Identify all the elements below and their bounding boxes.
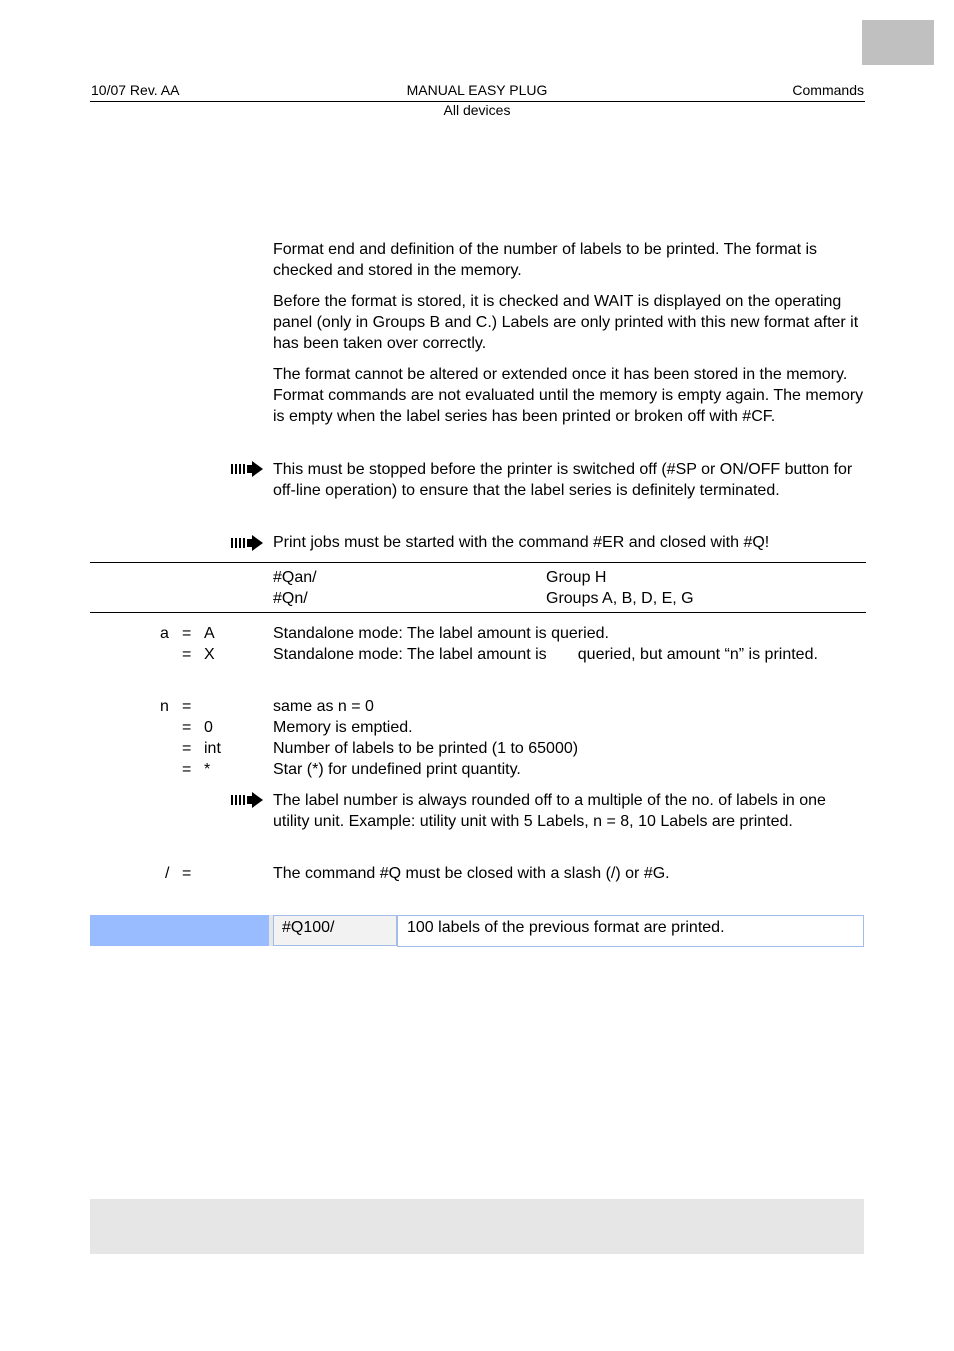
syntax-rule-bottom	[90, 612, 866, 613]
header-section: Commands	[792, 82, 864, 98]
param-description: Standalone mode: The label amount is queried, but amount “n” is printed.	[273, 646, 818, 663]
footer-band	[90, 1199, 864, 1254]
param-equals: =	[182, 865, 192, 882]
param-equals: =	[182, 740, 192, 757]
param-value: int	[204, 740, 221, 757]
example-command: #Q100/	[282, 919, 335, 936]
param-name: n	[160, 698, 169, 715]
param-description: Number of labels to be printed (1 to 65000)	[273, 740, 579, 757]
param-value: 0	[204, 719, 213, 736]
param-equals: =	[182, 698, 192, 715]
param-name: /	[165, 865, 170, 882]
header-subtitle: All devices	[443, 102, 511, 118]
param-description: Standalone mode: The label amount is queried.	[273, 625, 609, 642]
note-switch-off: This must be stopped before the printer is switched off (#SP or ON/OFF button for off-line operation) to ensure that the label series is definitely terminated.	[273, 461, 853, 499]
page-tab-marker	[862, 20, 934, 65]
syntax-groups: Groups A, B, D, E, G	[546, 590, 694, 607]
header-revision: 10/07 Rev. AA	[91, 82, 180, 98]
example-description: 100 labels of the previous format are printed.	[407, 919, 725, 936]
param-value: A	[204, 625, 215, 642]
header-title: MANUAL EASY PLUG	[406, 82, 548, 98]
example-band	[90, 915, 272, 946]
description-paragraph-2: Before the format is stored, it is checked and WAIT is displayed on the operating panel (only in Groups B and C.) Labels are only printed with this new format after it has been taken over correctly.	[273, 293, 859, 352]
syntax-rule-top	[90, 562, 866, 563]
param-name: a	[160, 625, 169, 642]
param-description: same as n = 0	[273, 698, 374, 715]
arrow-right-icon	[231, 461, 263, 477]
param-equals: =	[182, 625, 192, 642]
param-description: The command #Q must be closed with a slash (/) or #G.	[273, 865, 670, 882]
syntax-command: #Qn/	[273, 590, 308, 607]
param-value: X	[204, 646, 215, 663]
example-description-cell	[397, 915, 864, 947]
note-print-jobs: Print jobs must be started with the command #ER and closed with #Q!	[273, 534, 770, 551]
param-equals: =	[182, 761, 192, 778]
param-description: Star (*) for undefined print quantity.	[273, 761, 521, 778]
param-description: Memory is emptied.	[273, 719, 413, 736]
description-paragraph-1: Format end and definition of the number of labels to be printed. The format is checked and stored in the memory.	[273, 241, 818, 279]
param-equals: =	[182, 646, 192, 663]
syntax-command: #Qan/	[273, 569, 317, 586]
note-rounding: The label number is always rounded off to a multiple of the no. of labels in one utility unit. Example: utility unit with 5 Labels, n = 8, 10 Labels are printed.	[273, 792, 826, 830]
syntax-groups: Group H	[546, 569, 607, 586]
example-command-cell	[273, 915, 397, 946]
arrow-right-icon	[231, 535, 263, 551]
param-equals: =	[182, 719, 192, 736]
description-paragraph-3: The format cannot be altered or extended once it has been stored in the memory. Format commands are not evaluated until the memory is empty again. The memory is empty when the label series has been printed or broken off with #CF.	[273, 366, 864, 425]
param-value: *	[204, 761, 211, 778]
arrow-right-icon	[231, 792, 263, 808]
